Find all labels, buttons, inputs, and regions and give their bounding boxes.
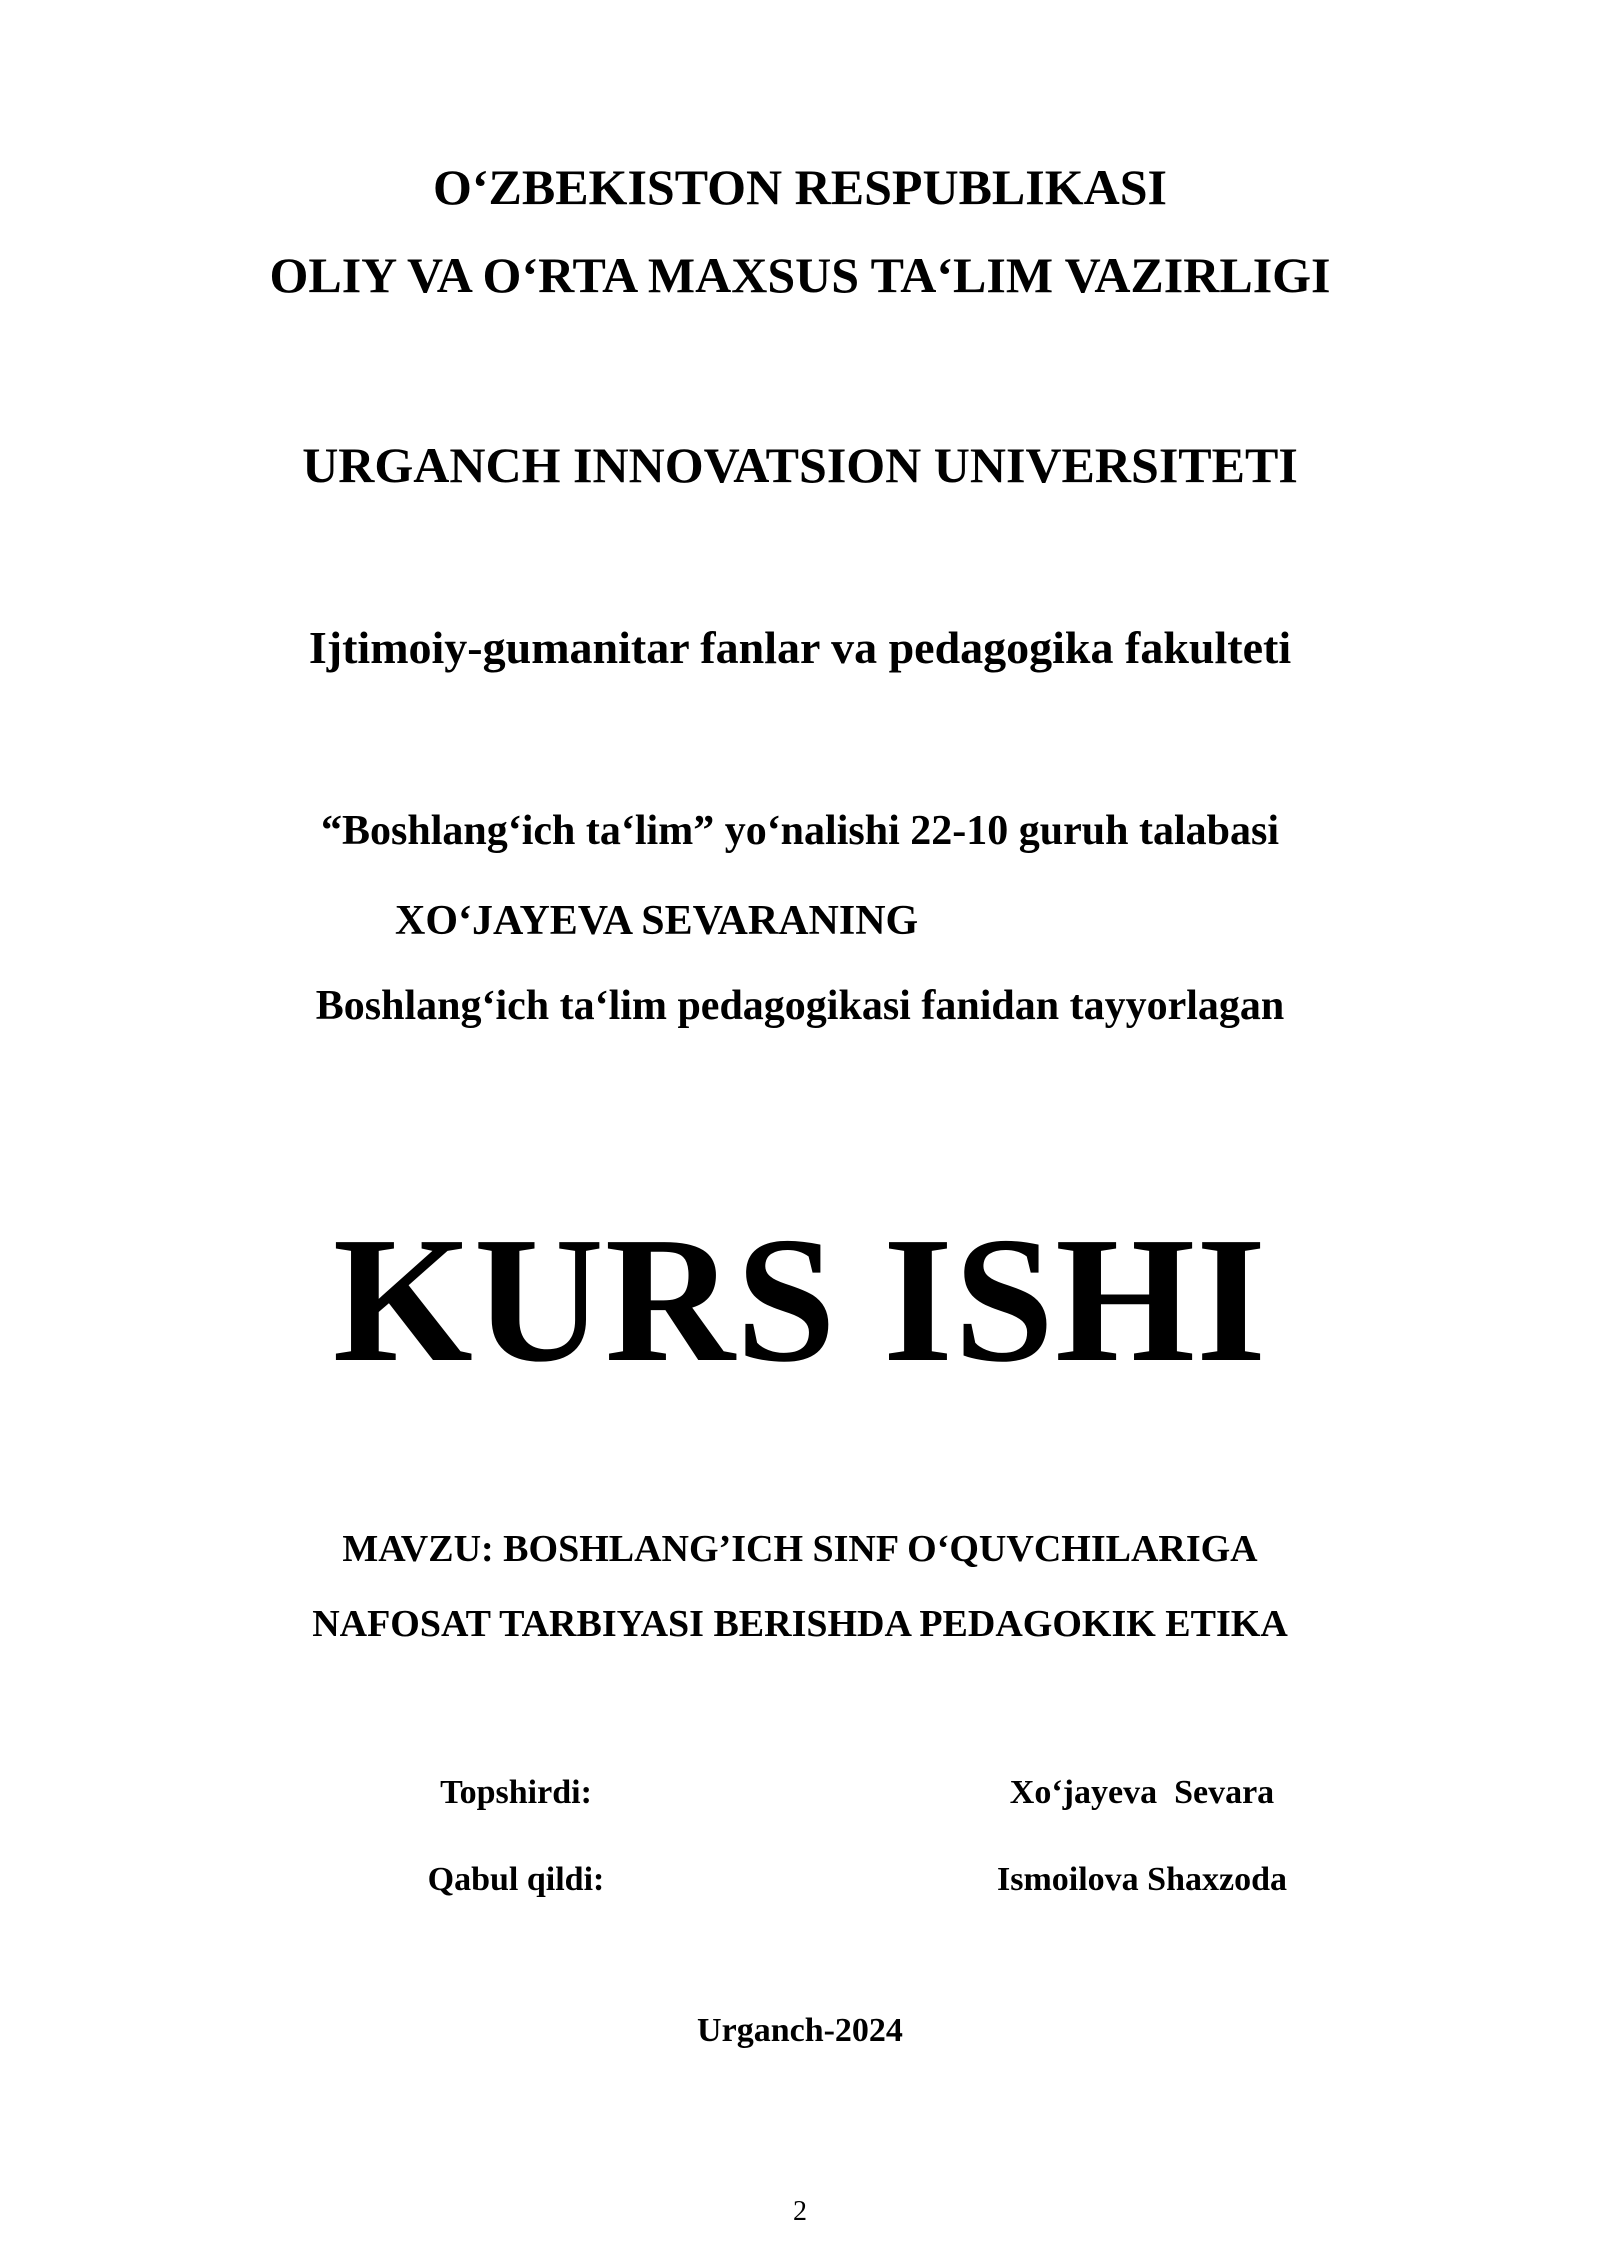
university-name: URGANCH INNOVATSION UNIVERSITETI	[302, 437, 1298, 493]
subject-line: Boshlang‘ich ta‘lim pedagogikasi fanidan tayyorlagan	[315, 983, 1285, 1029]
faculty-name: Ijtimoiy-gumanitar fanlar va pedagogika fakulteti	[308, 622, 1292, 673]
page-number: 2	[793, 2196, 807, 2227]
student-name: XO‘JAYEVA SEVARANING	[395, 898, 919, 944]
submitted-value: Xo‘jayeva Sevara	[1009, 1774, 1275, 1811]
document-title: KURS ISHI	[332, 1200, 1268, 1399]
accepted-label: Qabul qildi:	[427, 1861, 605, 1898]
topic-line-2: NAFOSAT TARBIYASI BERISHDA PEDAGOKIK ETIKA	[312, 1603, 1288, 1645]
accepted-value: Ismoilova Shaxzoda	[997, 1861, 1287, 1898]
student-program-line: “Boshlang‘ich ta‘lim” yo‘nalishi 22-10 guruh talabasi	[321, 808, 1279, 854]
submitted-label: Topshirdi:	[440, 1774, 592, 1811]
city-year: Urganch-2024	[697, 2012, 903, 2049]
ministry-line-1: O‘ZBEKISTON RESPUBLIKASI	[432, 159, 1168, 215]
ministry-line-2: OLIY VA O‘RTA MAXSUS TA‘LIM VAZIRLIGI	[269, 247, 1331, 303]
topic-line-1: MAVZU: BOSHLANG’ICH SINF O‘QUVCHILARIGA	[342, 1528, 1258, 1570]
